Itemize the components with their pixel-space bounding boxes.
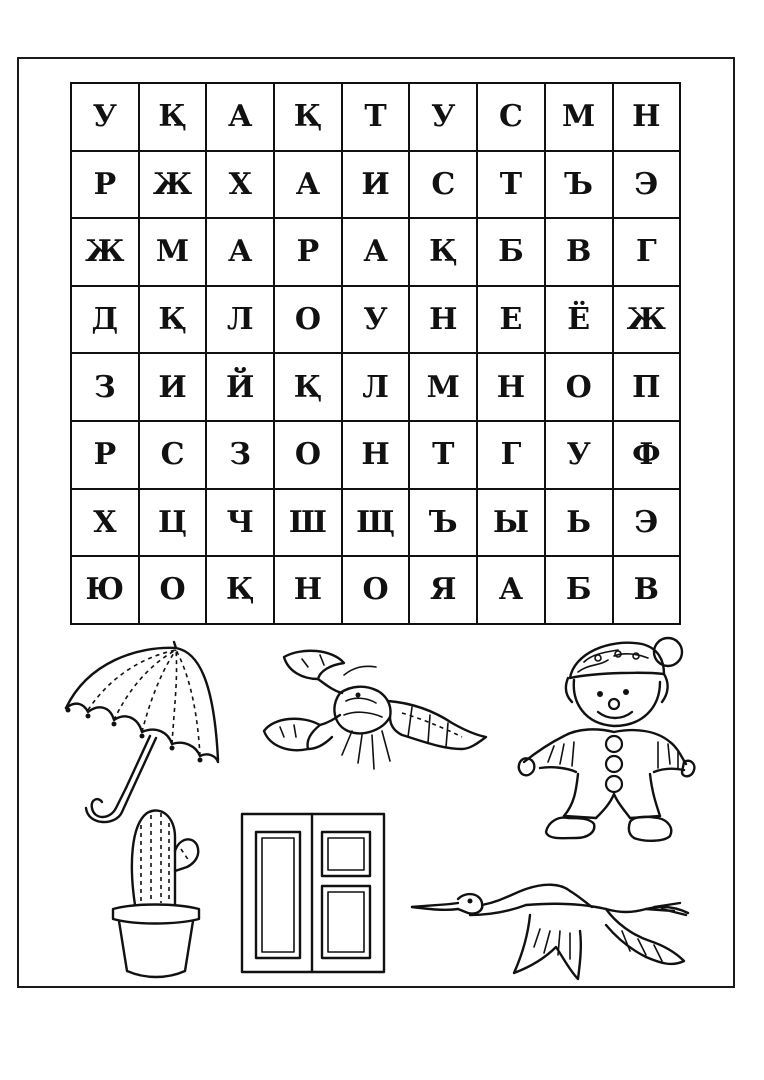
- grid-cell-r5-c8[interactable]: О: [546, 354, 614, 422]
- grid-cell-r6-c6[interactable]: Т: [410, 422, 478, 490]
- grid-cell-r2-c2[interactable]: Ж: [140, 152, 208, 220]
- grid-cell-r5-c7[interactable]: Н: [478, 354, 546, 422]
- grid-cell-r1-c1[interactable]: У: [72, 84, 140, 152]
- umbrella-icon: [58, 640, 228, 825]
- grid-cell-r7-c6[interactable]: Ъ: [410, 490, 478, 558]
- grid-cell-r1-c8[interactable]: М: [546, 84, 614, 152]
- grid-cell-r7-c1[interactable]: Х: [72, 490, 140, 558]
- grid-cell-r5-c6[interactable]: М: [410, 354, 478, 422]
- grid-cell-r2-c3[interactable]: Х: [207, 152, 275, 220]
- grid-cell-r4-c5[interactable]: У: [343, 287, 411, 355]
- grid-cell-r3-c8[interactable]: В: [546, 219, 614, 287]
- grid-cell-r5-c9[interactable]: П: [614, 354, 682, 422]
- cactus-icon: [105, 805, 205, 985]
- grid-cell-r5-c2[interactable]: И: [140, 354, 208, 422]
- grid-cell-r5-c3[interactable]: Й: [207, 354, 275, 422]
- grid-cell-r6-c5[interactable]: Н: [343, 422, 411, 490]
- grid-cell-r6-c8[interactable]: У: [546, 422, 614, 490]
- grid-cell-r1-c7[interactable]: С: [478, 84, 546, 152]
- grid-cell-r4-c7[interactable]: Е: [478, 287, 546, 355]
- grid-cell-r7-c4[interactable]: Ш: [275, 490, 343, 558]
- grid-cell-r6-c9[interactable]: Ф: [614, 422, 682, 490]
- crayfish-icon: [262, 645, 490, 785]
- grid-cell-r8-c9[interactable]: В: [614, 557, 682, 625]
- grid-cell-r6-c3[interactable]: З: [207, 422, 275, 490]
- grid-cell-r8-c4[interactable]: Н: [275, 557, 343, 625]
- grid-cell-r3-c9[interactable]: Г: [614, 219, 682, 287]
- grid-cell-r8-c7[interactable]: А: [478, 557, 546, 625]
- grid-cell-r3-c4[interactable]: Р: [275, 219, 343, 287]
- grid-cell-r7-c8[interactable]: Ь: [546, 490, 614, 558]
- grid-cell-r8-c6[interactable]: Я: [410, 557, 478, 625]
- grid-cell-r6-c7[interactable]: Г: [478, 422, 546, 490]
- grid-cell-r6-c4[interactable]: О: [275, 422, 343, 490]
- grid-cell-r4-c9[interactable]: Ж: [614, 287, 682, 355]
- grid-cell-r1-c4[interactable]: Қ: [275, 84, 343, 152]
- grid-cell-r2-c5[interactable]: И: [343, 152, 411, 220]
- grid-cell-r3-c1[interactable]: Ж: [72, 219, 140, 287]
- grid-cell-r7-c9[interactable]: Э: [614, 490, 682, 558]
- grid-cell-r3-c5[interactable]: А: [343, 219, 411, 287]
- grid-cell-r3-c2[interactable]: М: [140, 219, 208, 287]
- grid-cell-r7-c5[interactable]: Щ: [343, 490, 411, 558]
- grid-cell-r6-c2[interactable]: С: [140, 422, 208, 490]
- grid-cell-r5-c4[interactable]: Қ: [275, 354, 343, 422]
- grid-cell-r5-c5[interactable]: Л: [343, 354, 411, 422]
- grid-cell-r8-c5[interactable]: О: [343, 557, 411, 625]
- grid-cell-r1-c9[interactable]: Н: [614, 84, 682, 152]
- grid-cell-r1-c2[interactable]: Қ: [140, 84, 208, 152]
- grid-cell-r2-c6[interactable]: С: [410, 152, 478, 220]
- grid-cell-r8-c3[interactable]: Қ: [207, 557, 275, 625]
- grid-cell-r4-c2[interactable]: Қ: [140, 287, 208, 355]
- grid-cell-r8-c8[interactable]: Б: [546, 557, 614, 625]
- grid-cell-r4-c8[interactable]: Ё: [546, 287, 614, 355]
- grid-cell-r3-c3[interactable]: А: [207, 219, 275, 287]
- grid-cell-r2-c7[interactable]: Т: [478, 152, 546, 220]
- grid-cell-r1-c5[interactable]: Т: [343, 84, 411, 152]
- grid-cell-r2-c8[interactable]: Ъ: [546, 152, 614, 220]
- grid-cell-r4-c3[interactable]: Л: [207, 287, 275, 355]
- grid-cell-r2-c1[interactable]: Р: [72, 152, 140, 220]
- grid-cell-r8-c2[interactable]: О: [140, 557, 208, 625]
- grid-cell-r2-c4[interactable]: А: [275, 152, 343, 220]
- grid-cell-r2-c9[interactable]: Э: [614, 152, 682, 220]
- grid-cell-r5-c1[interactable]: З: [72, 354, 140, 422]
- stork-icon: [410, 875, 695, 985]
- grid-cell-r4-c1[interactable]: Д: [72, 287, 140, 355]
- grid-cell-r1-c3[interactable]: А: [207, 84, 275, 152]
- grid-cell-r3-c6[interactable]: Қ: [410, 219, 478, 287]
- window-icon: [240, 812, 386, 974]
- grid-cell-r4-c6[interactable]: Н: [410, 287, 478, 355]
- grid-cell-r3-c7[interactable]: Б: [478, 219, 546, 287]
- grid-cell-r7-c7[interactable]: Ы: [478, 490, 546, 558]
- word-search-grid: [70, 82, 681, 625]
- grid-cell-r7-c2[interactable]: Ц: [140, 490, 208, 558]
- grid-cell-r1-c6[interactable]: У: [410, 84, 478, 152]
- grid-cell-r7-c3[interactable]: Ч: [207, 490, 275, 558]
- grid-cell-r4-c4[interactable]: О: [275, 287, 343, 355]
- grid-cell-r6-c1[interactable]: Р: [72, 422, 140, 490]
- doll-icon: [518, 632, 694, 854]
- grid-cell-r8-c1[interactable]: Ю: [72, 557, 140, 625]
